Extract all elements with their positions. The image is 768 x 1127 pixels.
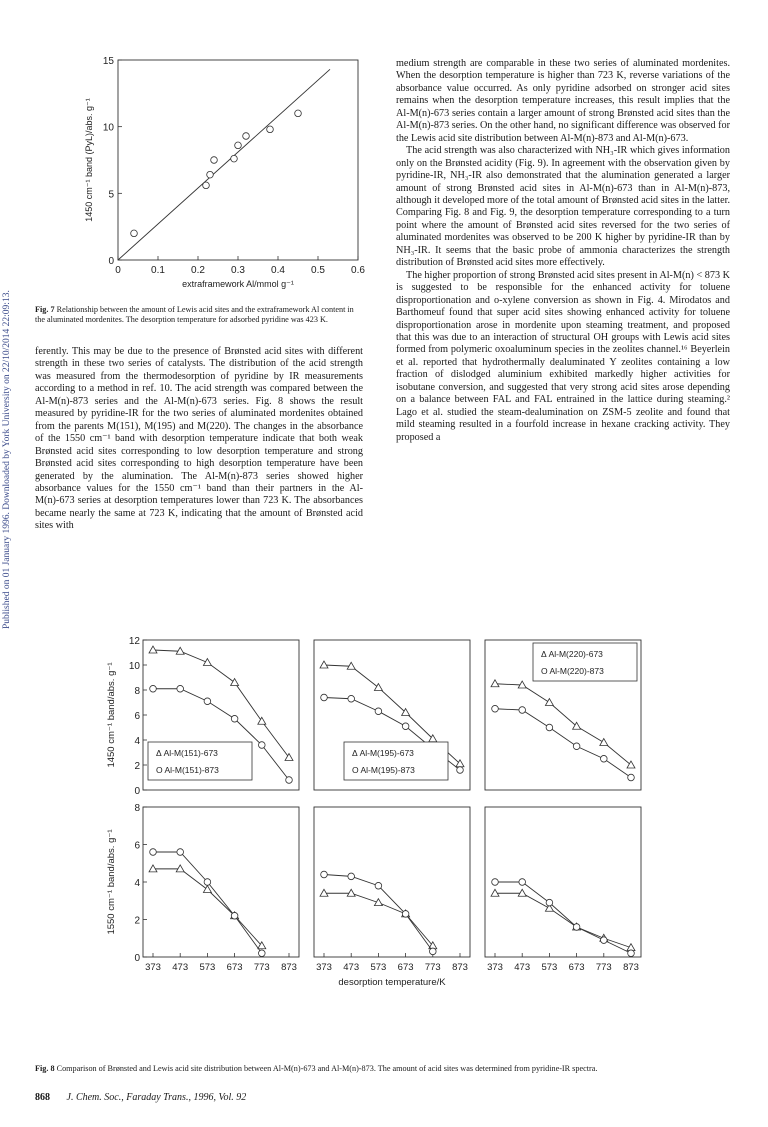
circle-marker <box>573 743 580 750</box>
triangle-marker <box>491 680 499 687</box>
series-line <box>495 709 631 778</box>
y-tick-label: 0 <box>134 953 140 964</box>
circle-marker <box>295 110 302 117</box>
x-tick-label: 0.4 <box>271 265 285 276</box>
y-tick-label: 10 <box>102 122 114 134</box>
circle-marker <box>492 705 499 712</box>
x-tick-label: 473 <box>343 962 360 973</box>
circle-marker <box>519 879 526 886</box>
circle-marker <box>546 724 553 731</box>
triangle-marker <box>347 889 355 896</box>
triangle-marker <box>258 717 266 724</box>
y-tick-label: 15 <box>102 56 114 67</box>
legend-entry: O Al-M(220)-873 <box>541 666 604 676</box>
x-tick-label: 573 <box>370 962 387 973</box>
legend-entry: O Al-M(151)-873 <box>156 765 219 775</box>
triangle-marker <box>149 646 157 653</box>
x-tick-label: 473 <box>172 962 189 973</box>
circle-marker <box>375 882 382 889</box>
circle-marker <box>177 849 184 856</box>
x-tick-label: 0 <box>115 265 121 276</box>
x-tick-label: 773 <box>253 962 270 973</box>
triangle-marker <box>374 684 382 691</box>
circle-marker <box>492 879 499 886</box>
fig8-caption-text: Comparison of Brønsted and Lewis acid site distribution between Al-M(n)-673 and Al-M(n)-873. The amount of acid sites was determined from pyridine-IR spectra. <box>56 1064 598 1073</box>
right-column-text <box>396 58 730 444</box>
circle-marker <box>286 777 293 784</box>
fig8-panel <box>134 803 299 973</box>
circle-marker <box>177 685 184 692</box>
circle-marker <box>203 182 210 189</box>
x-axis-label: extraframework Al/mmol g⁻¹ <box>182 279 294 289</box>
triangle-marker <box>231 679 239 686</box>
y-tick-label: 4 <box>134 878 140 889</box>
y-tick-label: 6 <box>134 840 140 852</box>
circle-marker <box>348 695 355 702</box>
legend <box>344 742 448 780</box>
x-tick-label: 573 <box>541 962 558 973</box>
y-tick-label: 5 <box>108 189 114 201</box>
circle-marker <box>321 871 328 878</box>
y-tick-label: 2 <box>134 761 140 772</box>
download-stamp: Published on 01 January 1996. Downloaded by York University on 22/10/2014 22:09:13. <box>2 290 12 630</box>
triangle-marker <box>491 889 499 896</box>
circle-marker <box>231 155 238 162</box>
series-line <box>495 684 631 765</box>
x-tick-label: 0.3 <box>231 265 245 276</box>
x-tick-label: 873 <box>281 962 297 973</box>
series-line <box>495 893 631 947</box>
y-tick-label: 2 <box>134 915 140 927</box>
x-tick-label: 373 <box>145 962 161 973</box>
circle-marker <box>259 950 266 957</box>
legend-entry: O Al-M(195)-873 <box>352 765 415 775</box>
x-tick-label: 873 <box>623 962 639 973</box>
triangle-marker <box>203 659 211 666</box>
x-tick-label: 673 <box>397 962 414 973</box>
panel-frame <box>314 807 470 957</box>
y-tick-label: 8 <box>134 803 140 814</box>
y-tick-label: 12 <box>128 636 140 647</box>
x-tick-label: 0.5 <box>311 265 325 276</box>
circle-marker <box>267 126 274 133</box>
triangle-marker <box>600 739 608 746</box>
triangle-marker <box>176 865 184 872</box>
triangle-marker <box>320 661 328 668</box>
x-tick-label: 773 <box>595 962 612 973</box>
legend-entry: Δ Al-M(151)-673 <box>156 748 218 758</box>
fig8-caption-label: Fig. 8 <box>35 1064 55 1073</box>
circle-marker <box>402 723 409 730</box>
fig7-caption-label: Fig. 7 <box>35 305 55 314</box>
y-tick-label: 8 <box>134 686 140 697</box>
triangle-marker <box>627 761 635 768</box>
paragraph: medium strength are comparable in these two series of aluminated mordenites. When the desorption temperature is higher than 723 K, reverse variations of the absorbance value occurred. As only pyridine adsorbed on stronger acid sites remains when the desorption temperature increases, this result implies that the Al-M(n)-673 series contain a larger amount of strong Brønsted acid sites than the Al-M(n)-873 series. On the other hand, no significant difference was observed for the Lewis acid site distribution between Al-M(n)-873 and Al-M(n)-673. <box>396 58 730 144</box>
circle-marker <box>348 873 355 880</box>
circle-marker <box>235 142 242 149</box>
circle-marker <box>243 133 250 140</box>
y-tick-label: 10 <box>128 661 140 672</box>
circle-marker <box>131 230 138 237</box>
legend-entry: Δ Al-M(220)-673 <box>541 649 603 659</box>
circle-marker <box>573 924 580 931</box>
y-axis-label-top: 1450 cm⁻¹ band/abs. g⁻¹ <box>106 662 117 768</box>
circle-marker <box>150 685 157 692</box>
y-axis-label: 1450 cm⁻¹ band (PyL)/abs. g⁻¹ <box>84 98 94 222</box>
x-tick-label: 773 <box>424 962 441 973</box>
plot-frame <box>118 60 358 260</box>
x-tick-label: 373 <box>316 962 332 973</box>
circle-marker <box>601 937 608 944</box>
x-tick-label: 373 <box>487 962 503 973</box>
triangle-marker <box>285 754 293 761</box>
triangle-marker <box>518 889 526 896</box>
circle-marker <box>402 911 409 918</box>
circle-marker <box>375 708 382 715</box>
y-tick-label: 4 <box>134 736 140 747</box>
circle-marker <box>519 707 526 714</box>
y-tick-label: 0 <box>108 256 114 267</box>
triangle-marker <box>545 699 553 706</box>
circle-marker <box>207 171 214 178</box>
circle-marker <box>628 774 635 781</box>
circle-marker <box>457 767 464 774</box>
circle-marker <box>204 879 211 886</box>
paragraph: ferently. This may be due to the presence of Brønsted acid sites with different strength in these two series of catalysts. The distribution of the acid strength was measured from the thermodesorption of pyridine by IR measurements according to a method in ref. 10. The acid strength was compared between the Al-M(n)-873 series and the Al-M(n)-673 series. Fig. 8 shows the result measured by pyridine-IR for the two series of aluminated mordenites obtained from the parents M(151), M(195) and M(220). The changes in the absorbance of the 1550 cm⁻¹ band with desorption temperature indicate that both weak Brønsted acid sites corresponding to low desorption temperature and strong Brønsted acid sites corresponding to high desorption temperature have been generated by the alumination. The Al-M(n)-873 series showed higher absorbance values for the 1550 cm⁻¹ band than their partners in the Al-M(n)-673 series at desorption temperatures lower than 723 K. The absorbances became nearly the same at 723 K, indicating that the amount of Brønsted acid sites with <box>35 346 363 532</box>
fig8-chart <box>70 635 768 1060</box>
triangle-marker <box>149 865 157 872</box>
paragraph: The acid strength was also characterized with NH₃-IR which gives information only on the Brønsted acidity (Fig. 9). In agreement with the observation given by pyridine-IR, NH₃-IR also demonstrated that the alumination generated a larger amount of strong Brønsted acid sites in Al-M(n)-673 than in Al-M(n)-873, although it developed more of the total amount of Brønsted acid sites in the latter. Comparing Fig. 8 and Fig. 9, the desorption temperature corresponding to a turn point where the amount of Brønsted acid sites reversed for the two series of aluminated mordenites was observed to be 200 K higher by pyridine-IR than by NH₃-IR. It seems that the basic probe of ammonia characterizes the strength distribution of Brønsted acid sites more effectively. <box>396 145 730 269</box>
circle-marker <box>259 742 266 749</box>
circle-marker <box>601 755 608 762</box>
legend <box>533 643 637 681</box>
circle-marker <box>321 694 328 701</box>
x-tick-label: 0.1 <box>151 265 165 276</box>
circle-marker <box>546 899 553 906</box>
circle-marker <box>430 948 437 955</box>
circle-marker <box>628 950 635 957</box>
y-tick-label: 0 <box>134 786 140 797</box>
x-tick-label: 473 <box>514 962 531 973</box>
fig7-chart <box>35 55 365 300</box>
y-axis-label-bottom: 1550 cm⁻¹ band/abs. g⁻¹ <box>106 829 117 935</box>
triangle-marker <box>203 886 211 893</box>
circle-marker <box>150 849 157 856</box>
fig8-panel <box>314 807 470 973</box>
panel-frame <box>143 807 299 957</box>
x-tick-label: 673 <box>568 962 585 973</box>
journal-citation: J. Chem. Soc., Faraday Trans., 1996, Vol. 92 <box>66 1092 247 1103</box>
x-tick-label: 573 <box>199 962 216 973</box>
fig8-caption <box>35 1064 725 1074</box>
triangle-marker <box>320 889 328 896</box>
x-tick-label: 873 <box>452 962 468 973</box>
x-tick-label: 673 <box>226 962 243 973</box>
series-line <box>153 852 262 953</box>
fit-line <box>118 69 330 260</box>
legend <box>148 742 252 780</box>
fig7-caption <box>35 305 365 325</box>
circle-marker <box>204 698 211 705</box>
x-axis-label: desorption temperature/K <box>338 977 446 988</box>
fig7-caption-text: Relationship between the amount of Lewis acid sites and the extraframework Al content in the aluminated mordenites. The desorption temperature for adsorbed pyridine was 423 K. <box>35 305 354 324</box>
page-footer <box>35 1092 246 1103</box>
fig8-panel <box>485 807 641 973</box>
circle-marker <box>211 157 218 164</box>
y-tick-label: 6 <box>134 711 140 722</box>
x-tick-label: 0.6 <box>351 265 365 276</box>
page-number: 868 <box>35 1092 50 1103</box>
x-tick-label: 0.2 <box>191 265 205 276</box>
circle-marker <box>231 715 238 722</box>
left-column-text <box>35 346 363 533</box>
paragraph: The higher proportion of strong Brønsted acid sites present in Al-M(n) < 873 K is suggested to be responsible for the enhanced activity for toluene disproportionation and o-xylene conversion as shown in Fig. 4. Mirodatos and Barthomeuf found that super acid sites showing enhanced activity for toluene disproportionation arose in mordenite upon steaming treatment, and proposed that this was due to an interaction of structural OH groups with Lewis acid sites formed from polymeric oxoaluminum species in the zeolites channel.¹⁶ Beyerlein et al. reported that hydrothermally dealuminated Y zeolites containing a low fraction of dislodged aluminium exhibited markedly higher activities for isobutane conversion, and suggested that very strong acid sites arose depending on a balance between FAL and FAL entrained in the lattice during steaming.² Lago et al. studied the steam-dealumination on ZSM-5 zeolite and found that mild steaming resulted in a fourfold increase in hexane cracking activity. They proposed a <box>396 269 730 443</box>
legend-entry: Δ Al-M(195)-673 <box>352 748 414 758</box>
series-line <box>153 650 289 758</box>
circle-marker <box>231 912 238 919</box>
